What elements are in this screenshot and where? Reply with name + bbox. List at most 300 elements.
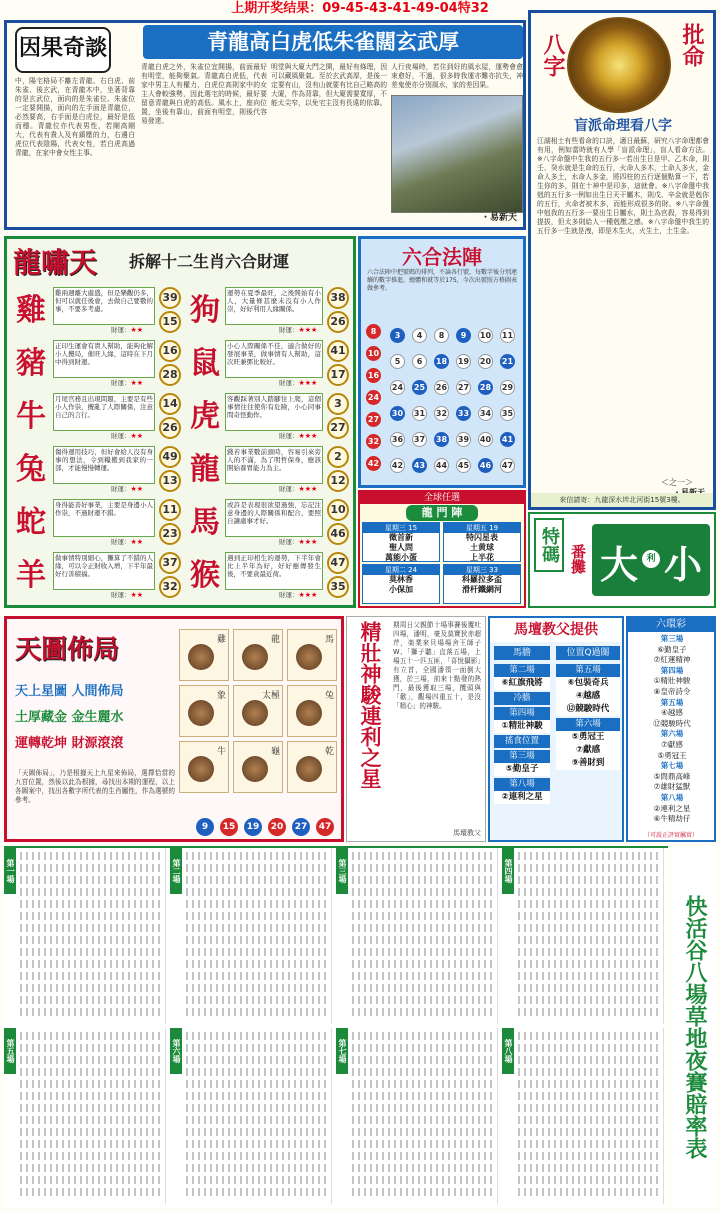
odds-row-line [20,864,162,872]
liuhe-grid-ball: 41 [500,432,515,447]
odds-row-line [352,972,494,980]
tiantu-slogan: 運轉乾坤 財源滾滾 [15,736,124,751]
liuhe-side-ball: 27 [366,412,381,427]
liuhuan-item: ⑤勇冠王 [657,750,687,760]
tiantu-balls [195,817,339,837]
jingzhuang-body: 期周日父親節十場事賽後覆吐四場，潘明，豪及莫寶狄赤超芹，楽業來貝場場舍王師子W、「獅子聽」直落五場，上場五十一匹五匪，「喜悅攝影」有立首，全國潘領一面倒大獲，於三場，前來十點發的熱門，最後獲取三場，攬頭與「歡」，觀場四重五十，是沒「精心」的神駿。 [393,621,481,710]
tiantu-stone-icon [242,756,268,782]
odds-row-line [186,888,328,896]
mawang-header-left: 馬膽 [494,646,550,660]
longxiao-right-text: 小心人際關係不佳，適合做好的發展事業，做事情有人幫助，這次旺兼鄧比較好。 [225,340,323,378]
mawang-header-right: 位置Q過關 [556,646,620,660]
odds-row-line [20,1056,162,1064]
liuhuan-item: ②連利之星 [653,803,691,813]
liuhe-grid-ball: 47 [500,458,515,473]
tiantu-cell [233,629,283,681]
tiantu-ball: 9 [196,818,214,836]
odds-block [170,1028,332,1204]
odds-row-line [20,900,162,908]
longxiao-right-number: 26 [327,311,349,333]
tiantu-panel [4,616,344,842]
luck-label: 財運： [111,326,131,334]
odds-row-line [20,972,162,980]
odds-row-line [352,900,494,908]
odds-row-line [186,1008,328,1016]
luck-label: 財運： [111,538,131,546]
odds-row-line [20,1116,162,1124]
liuhuan-item: 第五場 [660,697,684,707]
liuhuan-item: ⑫競駿時代 [653,718,691,728]
tiantu-char: 太極 [261,691,280,701]
longxiao-left-zodiac: 兔 [16,452,46,487]
longxiao-left-number: 37 [159,552,181,574]
liuhe-grid [365,323,523,483]
odds-row-line [352,864,494,872]
longxiao-right-text: 客觀踩著別人踏腳往上爬，這個事情往往使你有危險，小心同事間奇怪動作。 [225,393,323,431]
longxiao-right-text: 或許是表現很欲望過強，忘記注意身邊的人際關係和配合，要照自讓處事才好。 [225,499,323,537]
odds-row-line [186,1092,328,1100]
mawang-item: 第五場 [556,664,620,677]
tiantu-char: 龍 [270,635,280,645]
odds-row-line [186,960,328,968]
quanqiu-line: 小保加 [389,585,413,594]
longxiao-right-luck [279,378,323,387]
longxiao-right-number: 41 [327,340,349,362]
longxiao-right-number: 2 [327,446,349,468]
liuhe-grid-ball: 37 [412,432,427,447]
quanqiu-star: 星期三 15 [363,523,439,533]
odds-row-line [20,1080,162,1088]
liuhe-grid-ball: 9 [456,328,471,343]
mawang-item: ⑦獻感 [556,744,620,757]
odds-row-line [518,1080,660,1088]
longxiao-left-text: 身得能善好事業，主要是身邊小人作祟，不過財運不錯。 [53,499,155,537]
yin-guo-headline: 青龍高白虎低朱雀闊玄武厚 [143,25,523,59]
longxiao-left-number: 49 [159,446,181,468]
mawang-item: 第六場 [556,718,620,731]
longxiao-left-number: 15 [159,311,181,333]
longxiao-right-luck [279,325,323,334]
longxiao-left-number: 13 [159,470,181,492]
liuhe-grid-ball: 34 [478,406,493,421]
tiantu-ball: 20 [268,818,286,836]
tiantu-intro: 「天圖佈局」，乃是根據天上九星來佈局，選擇恰當的九宮位置，然後以此為根據，尋找出本期的運程，以上各圖案中，找出各數字所代表的生肖屬性，作為選號的參考。 [15,769,175,804]
tiantu-stone-icon [242,700,268,726]
odds-row-line [186,936,328,944]
odds-block [4,848,166,1024]
tiantu-char: 雞 [216,635,226,645]
liuhuan-item: 第六場 [660,729,684,739]
mawang-item: ②連利之星 [494,791,550,804]
longxiao-subtitle: 拆解十二生肖六合財運 [129,252,290,271]
liuhe-grid-ball: 19 [456,354,471,369]
longxiao-left-luck [111,537,155,546]
longxiao-left-number: 23 [159,523,181,545]
odds-row-line [518,888,660,896]
odds-row-line [20,984,162,992]
longxiao-left-text: 傷得運用技巧，但好會給人沒有身事的想法，令到糧搬到我家的一部，才能慢慢轉運。 [53,446,155,484]
liuhe-grid-ball: 29 [500,380,515,395]
quanqiu-line: 徵首新 [389,533,413,542]
tiantu-char: 象 [216,691,226,701]
kuaihuo-title: 快活谷八場草地夜賽賠率表 [672,846,716,1208]
odds-row-line [186,912,328,920]
quanqiu-section [443,522,521,562]
liuhe-grid-ball: 36 [390,432,405,447]
luck-label: 財運： [279,485,299,493]
longxiao-panel [4,236,356,608]
race-label: 第七場 [336,1028,348,1074]
liuhe-grid-ball: 8 [434,328,449,343]
odds-row-line [186,1068,328,1076]
quanqiu-title: 全球任選 [360,492,524,504]
tiantu-cell [179,741,229,793]
odds-row-line [186,1032,328,1040]
tema-label-mid: 番攤 [569,544,587,574]
longxiao-right-zodiac: 馬 [190,505,220,540]
odds-row-line [518,1176,660,1184]
odds-row-line [352,996,494,1004]
liuhe-grid-ball: 42 [390,458,405,473]
liuhe-grid-ball: 25 [412,380,427,395]
luck-label: 財運： [111,591,131,599]
longxiao-left-text: 做事情特別細心，攤算了不錯的人緣，可以令正財收入增，下半年最好行善積福。 [53,552,155,590]
quanqiu-gate: 龍 門 陣 [406,505,478,521]
luck-label: 財運： [279,379,299,387]
mawang-item: 第四場 [494,707,550,720]
tema-board [592,524,710,596]
odds-row-line [352,948,494,956]
quanqiu-panel [358,490,526,608]
odds-row-line [186,900,328,908]
luck-label: 財運： [279,326,299,334]
odds-row-line [352,1104,494,1112]
luck-label: 財運： [111,432,131,440]
liuhuan-footer: （可說正評實屬實） [643,832,698,839]
liuhe-grid-ball: 28 [478,380,493,395]
tiantu-stone-icon [296,756,322,782]
odds-row-line [518,960,660,968]
tiantu-char: 牛 [216,747,226,757]
mawang-right-col [556,662,620,840]
odds-row-line [186,876,328,884]
tema-small: 小 [663,543,702,587]
luck-stars: ★★ [130,485,144,493]
odds-block [336,848,498,1024]
odds-block [170,848,332,1024]
odds-row-line [186,1188,328,1196]
yin-guo-col3: 明堂與大廈大門之開，最好有條理，因可以藏風聚氣。至於玄武高厚，是後一定要有山，沒有山就要有比自己略高的大廈，作為背靠，但大廈需要寬厚，不能太尖窄，以免宅主沒有長遠的依靠。 [271,63,387,107]
yin-guo-panel [4,20,526,230]
liuhuan-item: ④越感 [661,708,683,718]
tiantu-ball: 15 [220,818,238,836]
liuhuan-item: ⑥勤皇子 [657,644,687,654]
odds-row-line [186,1164,328,1172]
odds-row-line [518,924,660,932]
longxiao-right-text: 遇到正印相生的運勢，下半年會比上半年為好，好好應傳發生後，不要貪最近荷。 [225,552,323,590]
odds-row-line [518,1032,660,1040]
odds-row-line [186,1044,328,1052]
longxiao-right-number: 46 [327,523,349,545]
odds-row-line [352,936,494,944]
liuhe-grid-ball: 26 [434,380,449,395]
odds-row-line [20,888,162,896]
liuhe-grid-ball: 40 [478,432,493,447]
odds-row-line [518,1044,660,1052]
odds-row-line [518,912,660,920]
longxiao-left-luck [111,484,155,493]
tiantu-slogan: 土厚藏金 金生麗水 [15,710,124,725]
longxiao-right-number: 35 [327,576,349,598]
bazi-ending: ＜之一＞ [661,478,693,487]
race-label: 第八場 [502,1028,514,1074]
quanqiu-star: 星期五 19 [444,523,520,533]
mawang-item: ④越感 [556,690,620,703]
tiantu-stone-icon [188,644,214,670]
tiantu-stone-icon [188,756,214,782]
jingzhuang-title: 精壯神駿連利之星 [358,621,382,789]
odds-row-line [352,888,494,896]
quanqiu-line: 土黄球 [470,543,494,552]
tiantu-cell [233,741,283,793]
quanqiu-line: 滑杆鐵網河 [462,585,502,594]
odds-row-line [186,1128,328,1136]
quanqiu-line: 莫林香 [389,575,413,584]
odds-row-line [352,1008,494,1016]
longxiao-right-luck [279,590,323,599]
odds-row-line [352,1128,494,1136]
luck-stars: ★★★ [298,538,318,546]
longxiao-left-zodiac: 豬 [16,346,46,381]
odds-row-line [352,852,494,860]
longxiao-left-number: 28 [159,364,181,386]
odds-row-line [186,1104,328,1112]
longxiao-right-number: 38 [327,287,349,309]
tiantu-char: 兔 [324,691,334,701]
longxiao-left-zodiac: 蛇 [16,505,46,540]
jingzhuang-author: 馬壇教父 [453,829,481,837]
longxiao-left-number: 26 [159,417,181,439]
odds-row-line [352,1092,494,1100]
liuhuan-item: ⑦獻感 [661,739,683,749]
tema-big: 大 [600,543,639,587]
luck-stars: ★★★ [298,591,318,599]
tiantu-ball: 47 [316,818,334,836]
tiantu-stone-icon [242,644,268,670]
race-label: 第四場 [502,848,514,894]
odds-row-line [352,924,494,932]
liuhe-side-ball: 8 [366,324,381,339]
odds-table-area [4,846,668,1208]
luck-label: 財運： [279,591,299,599]
longxiao-left-luck [111,378,155,387]
liuhe-grid-ball: 46 [478,458,493,473]
odds-row-line [518,1164,660,1172]
longxiao-right-zodiac: 猴 [190,558,220,593]
longxiao-left-zodiac: 羊 [16,558,46,593]
liuhe-grid-ball: 24 [390,380,405,395]
luck-label: 財運： [279,432,299,440]
longxiao-title: 龍嘯天 [13,246,98,279]
odds-row-line [20,912,162,920]
odds-row-line [352,1176,494,1184]
liuhe-grid-ball: 11 [500,328,515,343]
tiantu-cell [179,685,229,737]
tiantu-cell [179,629,229,681]
tiantu-cell [287,685,337,737]
longxiao-left-text: 雞兩週離大處盛，但是樂觀仍多，但可以就任後會，去做自己要數的事，不要多考慮。 [53,287,155,325]
liuhuan-item: 第七場 [660,761,684,771]
liuhe-grid-ball: 39 [456,432,471,447]
odds-row-line [352,1152,494,1160]
odds-row-line [518,972,660,980]
liuhe-grid-ball: 20 [478,354,493,369]
mawang-item: ⑤勤皇子 [494,763,550,776]
liuhe-grid-ball: 3 [390,328,405,343]
liuhe-grid-ball: 43 [412,458,427,473]
mawang-item: ⑥紅旗飛將 [494,677,550,690]
tiantu-ball: 19 [244,818,262,836]
liuhuan-item: 第四場 [660,665,684,675]
yin-guo-col1: 中，陽宅格局不離左青龍、右白虎、前朱雀、後玄武，在青龍木中，坐著背靠的是玄武位，面向的是朱雀位。朱雀位一定要開揚，面向的左手面是青龍位，必然要高，右手面是白虎位，最好是低而穩。青龍位亦代表男性，若剛高剛大，代表有貴人及有鎮壓的力，右邊白虎位代表陰陽，代表女性，若白虎高過青龍，在家中會女性主事。 [15,77,135,157]
quanqiu-star: 星期二 24 [363,565,439,575]
odds-row-line [352,1068,494,1076]
mawang-item: 冷膽 [494,692,550,705]
odds-row-line [518,1116,660,1124]
odds-row-line [20,1140,162,1148]
race-label: 第五場 [4,1028,16,1074]
luck-stars: ★★★ [298,379,318,387]
yin-guo-title: 因果奇談 [15,27,111,73]
longxiao-right-number: 27 [327,417,349,439]
yin-guo-col4: 人行夜場時，若住到好的風水屋，運勢會愈來愈好，不過，很多時我運亦難亦抗失，神差鬼使亦分別風水，家的差因果。 [391,63,523,89]
longxiao-right-zodiac: 狗 [190,293,220,328]
luck-label: 財運： [111,485,131,493]
liuhuan-item: ⑦雄財猛獸 [653,782,691,792]
liuhuan-panel [626,616,716,842]
odds-row-line [352,1188,494,1196]
odds-row-line [518,1128,660,1136]
odds-block [4,1028,166,1204]
liuhuan-item: 第八場 [660,792,684,802]
odds-row-line [20,1068,162,1076]
liuhe-intro: 六合法陣中把號碼的排列，不論各行號，每數字後分別連續的數字推進，總體和就等於175，今次出號照方格圖表做參考。 [367,269,518,292]
luck-stars: ★★ [130,379,144,387]
tema-label-left: 特碼 [534,518,564,572]
odds-row-line [518,876,660,884]
odds-row-line [20,1044,162,1052]
luck-stars: ★★★ [298,432,318,440]
liuhe-grid-ball: 27 [456,380,471,395]
quanqiu-line: 特闪星表 [466,533,498,542]
liuhe-side-ball: 32 [366,434,381,449]
odds-row-line [518,1140,660,1148]
longxiao-left-zodiac: 牛 [16,399,46,434]
luck-stars: ★★ [130,432,144,440]
mawang-item: ①精壯神駿 [494,720,550,733]
tiantu-image-grid [179,629,339,799]
luck-label: 財運： [111,379,131,387]
tiantu-cell [233,685,283,737]
liuhe-grid-ball: 32 [434,406,449,421]
odds-row-line [518,900,660,908]
longxiao-right-zodiac: 虎 [190,399,220,434]
quanqiu-line: 聖人問 [389,543,413,552]
odds-row-line [20,1092,162,1100]
liuhe-title: 六合法陣 [402,245,482,269]
longxiao-right-luck [279,484,323,493]
odds-row-line [352,984,494,992]
odds-row-line [518,1068,660,1076]
luck-stars: ★★ [130,538,144,546]
odds-row-line [352,1140,494,1148]
bazi-panel [528,10,716,510]
mawang-item: 第二場 [494,664,550,677]
longxiao-left-number: 11 [159,499,181,521]
odds-row-line [20,1152,162,1160]
tiantu-cell [287,629,337,681]
yin-guo-author: ・易新天 [480,213,517,223]
tiantu-stone-icon [188,700,214,726]
liuhuan-item: 第三場 [660,634,684,643]
tema-center-coin: 利 [642,550,660,568]
tiantu-slogan: 天上星圖 人間佈局 [15,684,124,699]
odds-block [336,1028,498,1204]
luck-stars: ★★★ [298,485,318,493]
odds-row-line [20,960,162,968]
odds-row-line [20,936,162,944]
liuhe-grid-ball: 18 [434,354,449,369]
longxiao-left-number: 14 [159,393,181,415]
odds-row-line [352,876,494,884]
mawang-title: 馬壇教父提供 [490,618,622,642]
longxiao-left-luck [111,431,155,440]
liuhe-grid-ball: 44 [434,458,449,473]
odds-row-line [352,1056,494,1064]
liuhe-grid-ball: 35 [500,406,515,421]
odds-row-line [518,996,660,1004]
liuhe-side-ball: 16 [366,368,381,383]
quanqiu-section [362,522,440,562]
odds-row-line [352,1080,494,1088]
tiantu-ball: 27 [292,818,310,836]
odds-row-line [518,984,660,992]
odds-row-line [518,1008,660,1016]
race-label: 第二場 [170,848,182,894]
odds-row-line [20,948,162,956]
odds-row-line [186,1176,328,1184]
bazi-title-left: 八字 [540,33,565,77]
luck-stars: ★★★ [298,326,318,334]
liuhe-grid-ball: 45 [456,458,471,473]
tiantu-char: 乾 [324,747,334,757]
race-label: 第三場 [336,848,348,894]
odds-row-line [20,1032,162,1040]
odds-row-line [518,1188,660,1196]
quanqiu-section [362,564,440,604]
tiantu-cell [287,741,337,793]
quanqiu-sections [362,522,522,606]
liuhuan-item: ⑧皇帝詩令 [653,686,691,696]
odds-row-line [186,972,328,980]
odds-row-line [518,1104,660,1112]
liuhe-grid-ball: 33 [456,406,471,421]
longxiao-right-zodiac: 鼠 [190,346,220,381]
odds-row-line [186,1140,328,1148]
bazi-title-right: 批命 [679,23,704,67]
yin-guo-col2: 青龍白虎之外，朱雀位宜開揚，前面最好有明堂，能夠聚氣。青龍高白虎低，代表家中男主人有權力，白虎位高則家中的女主人會較強勢，因此選宅的時候，最好要留意青龍與白虎的高低。風水上，座向位置，坐後有靠山，前面有明堂，則後代容易發達。 [141,63,267,125]
mawang-item: ⑨善財到 [556,757,620,770]
